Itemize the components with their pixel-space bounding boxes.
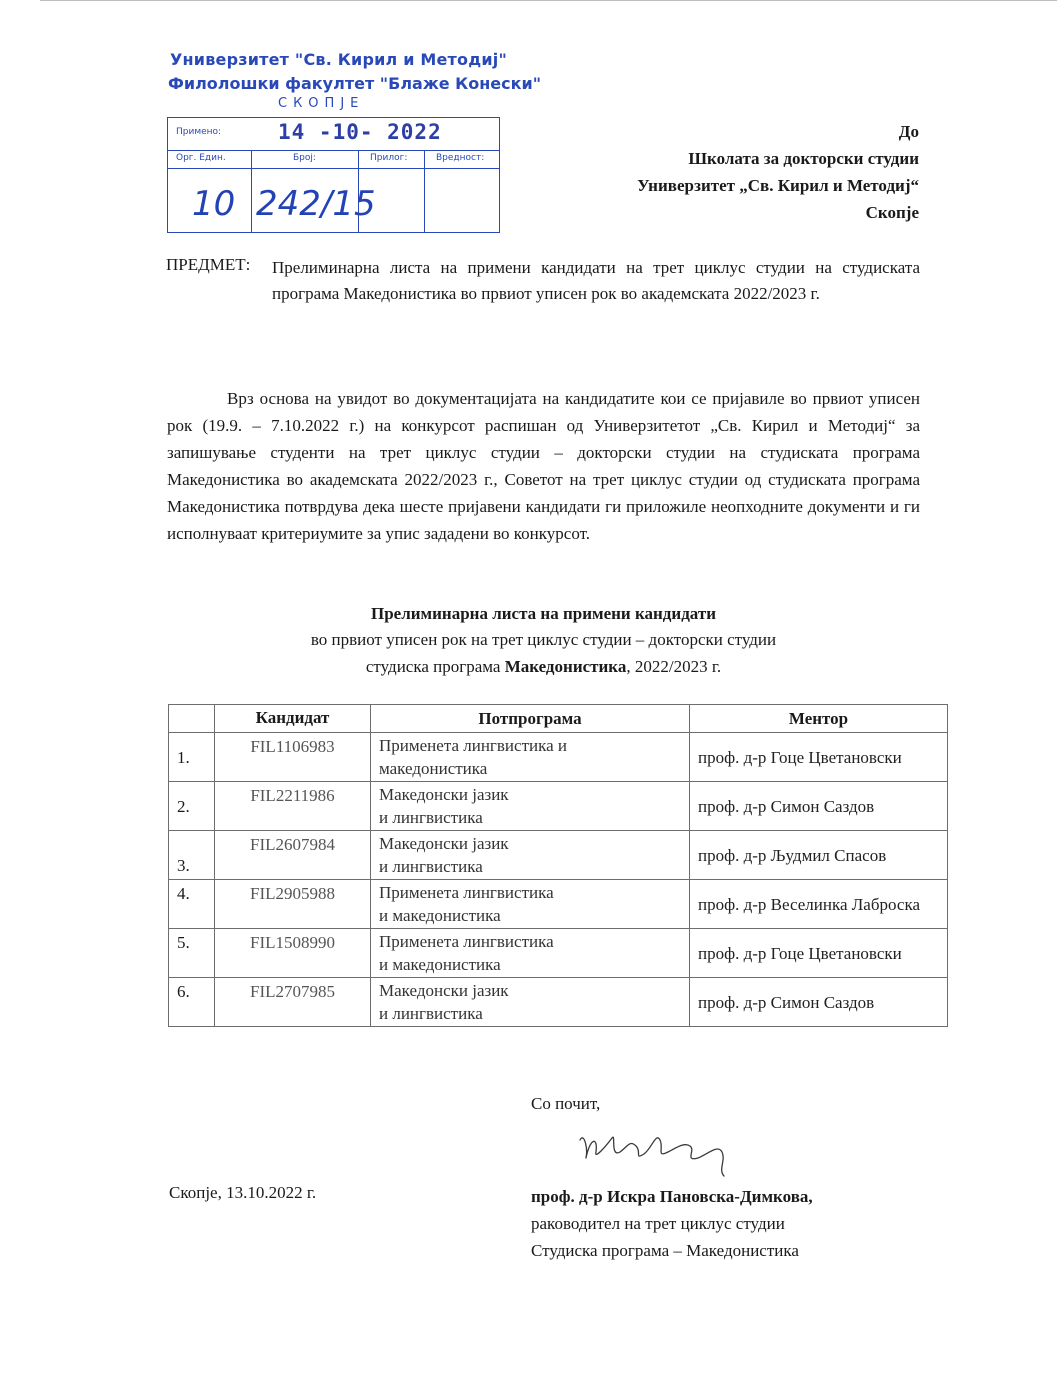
mentor-cell: проф. д-р Људмил Спасов [690, 831, 948, 880]
table-row [169, 733, 948, 782]
body-paragraph: Врз основа на увидот во документацијата на кандидатите кои се пријавиле во првиот уписен рок (19.9. – 7.10.2022 г.) на конкурсот распишан од Универзитетот „Св. Кирил и Методиј“ за запишување студенти на трет циклус студии – докторски студии на студиската програма Македонистика во академската 2022/2023 г., Советот на трет циклус студии од студиската програма Македонистика потврдува дека шесте пријавени кандидати ги приложиле неопходните документи и ги исполнуваат критериумите за упис зададени во конкурсот. [167, 389, 920, 543]
candidate-id: FIL2905988 [215, 880, 371, 929]
subprogram-line: Применета лингвистика и [379, 736, 567, 755]
subprogram-cell [371, 782, 690, 831]
signer-name: проф. д-р Искра Пановска-Димкова, [531, 1187, 813, 1206]
addressee-city: Скопје [865, 203, 919, 222]
list-program-prefix: студиска програма [365, 657, 505, 676]
stamp-handwritten-org: 10 [192, 184, 236, 224]
stamp-header-row [168, 150, 499, 169]
subprogram-cell [371, 733, 690, 782]
stamp-col-value: Вредност: [436, 153, 485, 163]
handwritten-signature [572, 1118, 732, 1178]
row-number: 6. [169, 978, 215, 1027]
stamp-received-row [168, 118, 499, 151]
row-number: 5. [169, 929, 215, 978]
registry-stamp [167, 117, 500, 233]
candidates-table [168, 704, 948, 1027]
table-row [169, 929, 948, 978]
list-program-suffix: , 2022/2023 г. [626, 657, 722, 676]
subprogram-cell [371, 880, 690, 929]
stamp-faculty: Филолошки факултет "Блаже Конески" [168, 74, 542, 93]
candidate-id: FIL1508990 [215, 929, 371, 978]
header-mentor: Ментор [690, 705, 948, 733]
list-title: Прелиминарна листа на примени кандидати [371, 604, 716, 623]
subprogram-line: Македонски јазик [379, 981, 509, 1000]
addressee-to: До [898, 122, 919, 141]
subprogram-line: македонистика [379, 759, 488, 778]
mentor-cell: проф. д-р Симон Саздов [690, 782, 948, 831]
list-program-name: Македонистика [504, 657, 627, 676]
mentor-cell: проф. д-р Гоце Цветановски [690, 733, 948, 782]
candidate-id: FIL2707985 [215, 978, 371, 1027]
stamp-received-label: Примено: [176, 127, 222, 137]
stamp-divider [251, 150, 252, 232]
subprogram-line: Применета лингвистика [379, 883, 554, 902]
header-number [169, 705, 215, 733]
subject-label: ПРЕДМЕТ: [166, 255, 251, 274]
candidate-id: FIL2211986 [215, 782, 371, 831]
signer-block [531, 1183, 813, 1264]
subprogram-line: Применета лингвистика [379, 932, 554, 951]
header-subprogram: Потпрограма [371, 705, 690, 733]
row-number: 4. [169, 880, 215, 929]
table-row [169, 782, 948, 831]
page-top-edge [40, 0, 1057, 2]
subprogram-line: и лингвистика [379, 808, 483, 827]
row-number: 3. [169, 831, 215, 880]
subprogram-line: и лингвистика [379, 857, 483, 876]
stamp-handwritten-number: 242/15 [256, 184, 376, 224]
addressee-school: Школата за докторски студии [688, 149, 919, 168]
list-subtitle: во првиот уписен рок на трет циклус студии – докторски студии [310, 630, 777, 649]
addressee-university: Универзитет „Св. Кирил и Методиј“ [637, 176, 919, 195]
list-program-line [167, 653, 920, 680]
table-row [169, 978, 948, 1027]
stamp-divider [424, 150, 425, 232]
mentor-cell: проф. д-р Гоце Цветановски [690, 929, 948, 978]
stamp-city: СКОПЈЕ [278, 96, 365, 111]
mentor-cell: проф. д-р Веселинка Лаброска [690, 880, 948, 929]
subprogram-cell [371, 929, 690, 978]
subprogram-line: и македонистика [379, 955, 501, 974]
subprogram-line: Македонски јазик [379, 785, 509, 804]
stamp-received-date: 14 -10- 2022 [278, 120, 442, 144]
stamp-col-number: Број: [293, 153, 316, 163]
subprogram-cell [371, 831, 690, 880]
place-and-date: Скопје, 13.10.2022 г. [169, 1183, 317, 1202]
stamp-col-attachment: Прилог: [370, 153, 408, 163]
row-number: 2. [169, 782, 215, 831]
candidate-id: FIL2607984 [215, 831, 371, 880]
row-number: 1. [169, 733, 215, 782]
table-row [169, 880, 948, 929]
mentor-cell: проф. д-р Симон Саздов [690, 978, 948, 1027]
subprogram-cell [371, 978, 690, 1027]
stamp-col-org: Орг. Един. [176, 153, 226, 163]
subject-text: Прелиминарна листа на примени кандидати на трет циклус студии на студиската програма Македонистика во првиот уписен рок во академската 2022/2023 г. [272, 258, 920, 303]
table-header-row [169, 705, 948, 733]
subprogram-line: Македонски јазик [379, 834, 509, 853]
candidate-id: FIL1106983 [215, 733, 371, 782]
header-candidate: Кандидат [215, 705, 371, 733]
closing-salutation: Со почит, [531, 1094, 601, 1113]
stamp-university: Универзитет "Св. Кирил и Методиј" [170, 50, 507, 69]
table-row [169, 831, 948, 880]
subprogram-line: и лингвистика [379, 1004, 483, 1023]
signer-role: раководител на трет циклус студии [531, 1214, 785, 1233]
signer-program: Студиска програма – Македонистика [531, 1241, 799, 1260]
subprogram-line: и македонистика [379, 906, 501, 925]
